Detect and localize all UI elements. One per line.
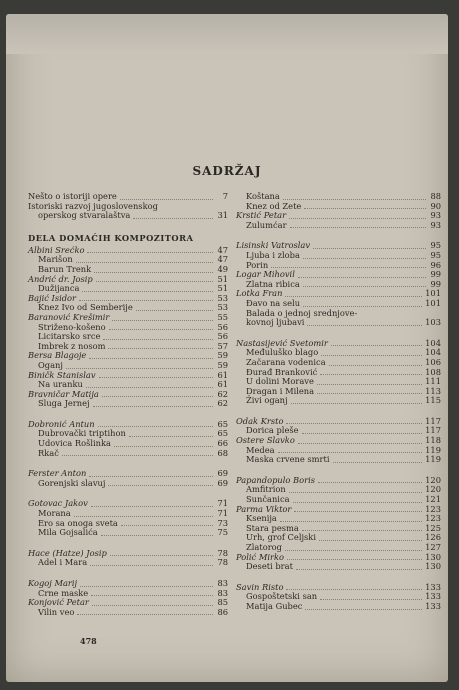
toc-entry bbox=[28, 211, 228, 221]
toc-entry-title: Ksenija bbox=[246, 513, 277, 524]
toc-page-number: 51 bbox=[217, 283, 228, 294]
toc-leader-dots bbox=[293, 502, 423, 503]
toc-entry-title: Nešto o istoriji opere bbox=[28, 191, 117, 201]
toc-entry-title: Bravničar Matija bbox=[28, 388, 99, 399]
toc-entry-title: Parma Viktor bbox=[236, 503, 292, 514]
toc-page-number: 59 bbox=[217, 359, 228, 370]
toc-leader-dots bbox=[302, 433, 423, 434]
toc-page-number: 62 bbox=[217, 388, 228, 399]
toc-leader-dots bbox=[79, 300, 213, 301]
toc-page-number: 73 bbox=[217, 517, 228, 528]
toc-leader-dots bbox=[294, 511, 422, 512]
toc-entry-title: Udovica Rošlinka bbox=[38, 438, 111, 449]
toc-page-number: 120 bbox=[425, 484, 441, 495]
toc-page-number: 55 bbox=[217, 311, 228, 322]
toc-entry-title: Istoriski razvoj jugoslovenskog bbox=[28, 200, 158, 211]
toc-page-number: 104 bbox=[425, 347, 441, 358]
toc-leader-dots bbox=[283, 199, 426, 200]
toc-page-number: 49 bbox=[217, 263, 228, 274]
toc-page-number: 111 bbox=[425, 376, 441, 387]
toc-entry-title: Rkač bbox=[38, 447, 59, 458]
toc-entry-title: Oganj bbox=[38, 359, 63, 370]
toc-entry-title: Matija Gubec bbox=[246, 600, 303, 611]
toc-page-number: 95 bbox=[430, 249, 441, 260]
toc-entry-title: Andrić dr. Josip bbox=[28, 273, 93, 284]
toc-leader-dots bbox=[89, 476, 213, 477]
toc-entry-title: Papandopulo Boris bbox=[236, 474, 315, 485]
toc-entry bbox=[236, 318, 441, 328]
toc-leader-dots bbox=[121, 525, 213, 526]
toc-entry-title: Lotka Fran bbox=[236, 288, 283, 299]
toc-entry-title: Dorica pleše bbox=[246, 425, 299, 436]
toc-page-number: 85 bbox=[217, 597, 228, 608]
toc-leader-dots bbox=[110, 555, 213, 556]
toc-entry-title: Polić Mirko bbox=[236, 551, 284, 562]
toc-leader-dots bbox=[320, 599, 422, 600]
toc-page-number: 61 bbox=[217, 379, 228, 390]
toc-entry bbox=[28, 479, 228, 489]
toc-entry-title: Zlatna ribica bbox=[246, 278, 300, 289]
toc-entry-title: Albini Srećko bbox=[28, 244, 85, 255]
toc-entry-title: Nastasijević Svetomir bbox=[236, 337, 328, 348]
toc-page-number: 119 bbox=[425, 454, 441, 465]
toc-leader-dots bbox=[112, 320, 213, 321]
toc-page-number: 125 bbox=[425, 522, 441, 533]
toc-leader-dots bbox=[80, 586, 213, 587]
toc-entry bbox=[236, 602, 441, 612]
toc-entry-title: Međuluško blago bbox=[246, 347, 319, 358]
toc-leader-dots bbox=[285, 296, 422, 297]
toc-page-number: 99 bbox=[430, 278, 441, 289]
toc-entry-title: Adel i Mara bbox=[38, 557, 88, 568]
toc-leader-dots bbox=[136, 310, 213, 311]
toc-page-number: 127 bbox=[425, 542, 441, 552]
page-number: 478 bbox=[80, 636, 97, 646]
toc-leader-dots bbox=[313, 248, 426, 249]
toc-leader-dots bbox=[96, 281, 213, 282]
toc-leader-dots bbox=[108, 485, 213, 486]
toc-entry-title: Na uranku bbox=[38, 379, 83, 390]
toc-spacer bbox=[28, 221, 228, 232]
toc-entry-title: Baranović Krešimir bbox=[28, 311, 110, 322]
toc-leader-dots bbox=[317, 393, 422, 394]
toc-leader-dots bbox=[74, 516, 213, 517]
toc-page-number: 104 bbox=[425, 337, 441, 348]
toc-entry-title: Striženo-košeno bbox=[38, 321, 106, 332]
toc-entry-title: Odak Krsto bbox=[236, 415, 284, 426]
toc-leader-dots bbox=[89, 358, 213, 359]
toc-entry-title: Sluga Jernej bbox=[38, 398, 90, 409]
toc-page-number: 118 bbox=[425, 435, 441, 446]
toc-entry-title: Koštana bbox=[246, 191, 280, 201]
toc-entry-title: Krstić Petar bbox=[236, 210, 287, 221]
toc-page-number: 66 bbox=[217, 438, 228, 449]
toc-leader-dots bbox=[91, 506, 213, 507]
toc-leader-dots bbox=[307, 325, 422, 326]
toc-leader-dots bbox=[114, 446, 213, 447]
toc-leader-dots bbox=[109, 329, 213, 330]
toc-entry-title: Ferster Anton bbox=[28, 468, 87, 479]
toc-entry-title: Licitarsko srce bbox=[38, 331, 101, 342]
toc-leader-dots bbox=[129, 436, 213, 437]
toc-leader-dots bbox=[86, 387, 213, 388]
toc-entry-title: Kogoj Marij bbox=[28, 578, 78, 588]
toc-entry-title: Ostere Slavko bbox=[236, 435, 295, 446]
toc-page-number: 69 bbox=[217, 477, 228, 488]
toc-page-number: 108 bbox=[425, 366, 441, 377]
toc-page-number: 90 bbox=[430, 200, 441, 211]
toc-entry-title: Urh, grof Celjski bbox=[246, 532, 316, 543]
toc-leader-dots bbox=[298, 443, 422, 444]
toc-section-heading bbox=[28, 232, 228, 244]
toc-leader-dots bbox=[99, 377, 213, 378]
toc-leader-dots bbox=[331, 345, 422, 346]
toc-entry-title: Marišon bbox=[38, 254, 73, 265]
toc-leader-dots bbox=[133, 218, 213, 219]
toc-leader-dots bbox=[108, 348, 213, 349]
toc-leader-dots bbox=[98, 426, 213, 427]
toc-entry-title: Porin bbox=[246, 259, 269, 270]
toc-leader-dots bbox=[290, 227, 426, 228]
toc-leader-dots bbox=[287, 559, 422, 560]
toc-entry-title: DELA DOMAĆIH KOMPOZITORA bbox=[28, 233, 194, 244]
toc-entry-title: Dužijanca bbox=[38, 283, 80, 294]
toc-leader-dots bbox=[304, 208, 426, 209]
toc-leader-dots bbox=[278, 452, 423, 453]
toc-page-number: 47 bbox=[217, 244, 228, 255]
toc-leader-dots bbox=[90, 565, 213, 566]
toc-left-column bbox=[28, 192, 228, 617]
toc-page-number: 117 bbox=[425, 425, 441, 436]
book-page bbox=[6, 14, 448, 682]
toc-leader-dots bbox=[62, 455, 213, 456]
toc-page-number: 56 bbox=[217, 331, 228, 342]
toc-leader-dots bbox=[77, 614, 213, 615]
toc-leader-dots bbox=[321, 355, 422, 356]
toc-entry-title: Bajić Isidor bbox=[28, 292, 77, 303]
toc-page-number: 53 bbox=[217, 302, 228, 313]
toc-page-number: 95 bbox=[430, 240, 441, 251]
toc-entry-title: Morana bbox=[38, 508, 71, 519]
toc-leader-dots bbox=[298, 277, 426, 278]
toc-page-number: 56 bbox=[217, 321, 228, 332]
toc-entry bbox=[28, 399, 228, 409]
toc-leader-dots bbox=[329, 365, 423, 366]
toc-leader-dots bbox=[285, 550, 422, 551]
toc-page-number: 96 bbox=[430, 259, 441, 270]
toc-entry-title: Biničk Stanislav bbox=[28, 369, 96, 380]
toc-leader-dots bbox=[76, 262, 213, 263]
toc-leader-dots bbox=[103, 339, 213, 340]
toc-leader-dots bbox=[317, 384, 422, 385]
page-title: SADRŽAJ bbox=[192, 164, 262, 178]
toc-entry-title: Začarana vodenica bbox=[246, 356, 326, 367]
toc-leader-dots bbox=[286, 589, 422, 590]
toc-leader-dots bbox=[303, 258, 426, 259]
toc-entry bbox=[28, 608, 228, 618]
toc-entry-title: Đurađ Branković bbox=[246, 366, 318, 377]
toc-page-number: 65 bbox=[217, 428, 228, 439]
toc-leader-dots bbox=[286, 423, 422, 424]
toc-page-number: 78 bbox=[217, 547, 228, 558]
toc-entry-title: Hace (Hatze) Josip bbox=[28, 547, 107, 558]
toc-entry bbox=[28, 449, 228, 459]
toc-entry-title: Imbrek z nosom bbox=[38, 340, 106, 351]
toc-page-number: 53 bbox=[217, 292, 228, 303]
toc-entry-title: Lisinski Vatroslav bbox=[236, 240, 311, 251]
toc-entry-title: Gorenjski slavuj bbox=[38, 477, 106, 488]
toc-entry-title: Bersa Blagoje bbox=[28, 350, 87, 361]
toc-page-number: 130 bbox=[425, 561, 441, 572]
toc-page-number: 71 bbox=[217, 498, 228, 509]
toc-leader-dots bbox=[289, 218, 426, 219]
toc-leader-dots bbox=[102, 396, 213, 397]
toc-page-number: 83 bbox=[217, 587, 228, 598]
toc-leader-dots bbox=[291, 403, 423, 404]
toc-page-number: 59 bbox=[217, 350, 228, 361]
toc-entry bbox=[28, 558, 228, 568]
toc-entry-title: Amfitrion bbox=[246, 484, 286, 495]
toc-entry-title: Deseti brat bbox=[246, 561, 293, 572]
toc-page-number: 130 bbox=[425, 551, 441, 562]
toc-entry-title: U dolini Morave bbox=[246, 376, 314, 387]
toc-page-number: 86 bbox=[217, 606, 228, 617]
toc-page-number: 120 bbox=[425, 474, 441, 485]
toc-entry-title: Dubrovački triptihon bbox=[38, 428, 126, 439]
toc-page-number: 68 bbox=[217, 447, 228, 458]
toc-page-number: 88 bbox=[430, 191, 441, 201]
toc-page-number: 121 bbox=[425, 494, 441, 505]
toc-entry-title: Knez Ivo od Semberije bbox=[38, 302, 133, 313]
toc-leader-dots bbox=[333, 462, 423, 463]
toc-entry-title: Vilin veo bbox=[38, 606, 75, 617]
toc-leader-dots bbox=[296, 569, 422, 570]
toc-page-number: 101 bbox=[425, 297, 441, 308]
toc-entry-title: Dragan i Milena bbox=[246, 385, 315, 396]
toc-page-number: 51 bbox=[217, 273, 228, 284]
toc-leader-dots bbox=[319, 540, 422, 541]
toc-page-number: 78 bbox=[217, 557, 228, 568]
toc-leader-dots bbox=[271, 267, 426, 268]
toc-leader-dots bbox=[320, 374, 422, 375]
toc-leader-dots bbox=[82, 291, 213, 292]
toc-leader-dots bbox=[94, 272, 213, 273]
toc-entry-title: Balada o jednoj srednjove- bbox=[246, 307, 358, 318]
toc-page-number: 71 bbox=[217, 508, 228, 519]
toc-leader-dots bbox=[120, 199, 213, 200]
toc-page-number: 115 bbox=[425, 395, 441, 406]
toc-entry-title: Gospoštetski san bbox=[246, 591, 318, 602]
toc-page-number: 133 bbox=[425, 581, 441, 592]
toc-leader-dots bbox=[305, 609, 422, 610]
toc-page-number: 123 bbox=[425, 513, 441, 524]
toc-leader-dots bbox=[303, 286, 426, 287]
toc-entry bbox=[236, 221, 441, 231]
toc-entry-title: kovnoj ljubavi bbox=[246, 317, 305, 328]
toc-page-number: 61 bbox=[217, 369, 228, 380]
toc-entry-title: Savin Risto bbox=[236, 581, 284, 592]
toc-right-column bbox=[236, 192, 441, 612]
toc-page-number: 83 bbox=[217, 578, 228, 588]
toc-entry-title: Maska crvene smrti bbox=[246, 454, 330, 465]
toc-entry-title: Ero sa onoga sveta bbox=[38, 517, 118, 528]
toc-entry-title: Barun Trenk bbox=[38, 263, 92, 274]
toc-page-number: 117 bbox=[425, 415, 441, 426]
toc-entry-title: Knez od Zete bbox=[246, 200, 302, 211]
toc-entry bbox=[236, 562, 441, 572]
toc-page-number: 69 bbox=[217, 468, 228, 479]
toc-entry-title: Crne maske bbox=[38, 587, 89, 598]
toc-page-number: 133 bbox=[425, 600, 441, 611]
toc-entry-title: Sunčanica bbox=[246, 494, 290, 505]
toc-page-number: 65 bbox=[217, 418, 228, 429]
toc-page-number: 106 bbox=[425, 356, 441, 367]
toc-entry-title: Medea bbox=[246, 444, 275, 455]
toc-entry-title: Logar Mihovil bbox=[236, 269, 295, 280]
toc-entry bbox=[236, 396, 441, 406]
toc-leader-dots bbox=[93, 406, 213, 407]
toc-entry-title: Mila Gojsalića bbox=[38, 527, 98, 538]
toc-entry-title: Konjović Petar bbox=[28, 597, 89, 608]
toc-entry bbox=[236, 455, 441, 465]
page-top-shadow bbox=[6, 14, 448, 54]
toc-page-number: 93 bbox=[430, 210, 441, 221]
toc-entry-title: Dobronić Antun bbox=[28, 418, 95, 429]
toc-entry-title: operskog stvaralaštva bbox=[38, 210, 131, 221]
toc-page-number: 126 bbox=[425, 532, 441, 543]
toc-page-number: 7 bbox=[222, 191, 228, 201]
toc-page-number: 133 bbox=[425, 591, 441, 602]
toc-leader-dots bbox=[303, 306, 422, 307]
toc-leader-dots bbox=[280, 521, 422, 522]
toc-page-number: 101 bbox=[425, 288, 441, 299]
toc-leader-dots bbox=[318, 482, 422, 483]
toc-page-number: 75 bbox=[217, 527, 228, 538]
toc-leader-dots bbox=[91, 595, 213, 596]
toc-page-number: 113 bbox=[425, 385, 441, 396]
toc-leader-dots bbox=[92, 605, 213, 606]
toc-entry-title: Stara pesma bbox=[246, 522, 299, 533]
toc-entry bbox=[28, 528, 228, 538]
toc-page-number: 119 bbox=[425, 444, 441, 455]
toc-leader-dots bbox=[66, 368, 213, 369]
toc-entry-title: Đavo na selu bbox=[246, 297, 301, 308]
toc-entry-title: Živi oganj bbox=[246, 395, 288, 406]
toc-page-number: 62 bbox=[217, 398, 228, 409]
toc-leader-dots bbox=[87, 252, 213, 253]
toc-entry-title: Gotovac Jakov bbox=[28, 498, 88, 509]
toc-page-number: 93 bbox=[430, 219, 441, 230]
toc-leader-dots bbox=[302, 530, 422, 531]
toc-page-number: 31 bbox=[217, 210, 228, 221]
toc-page-number: 123 bbox=[425, 503, 441, 514]
toc-leader-dots bbox=[101, 535, 213, 536]
toc-entry-title: Zulumćar bbox=[246, 219, 287, 230]
toc-leader-dots bbox=[289, 492, 422, 493]
toc-page-number: 47 bbox=[217, 254, 228, 265]
toc-page-number: 57 bbox=[217, 340, 228, 351]
toc-page-number: 99 bbox=[430, 269, 441, 280]
toc-entry-title: Zlatorog bbox=[246, 542, 282, 552]
toc-entry-title: Ljuba i zloba bbox=[246, 249, 300, 260]
toc-page-number: 103 bbox=[425, 317, 441, 328]
